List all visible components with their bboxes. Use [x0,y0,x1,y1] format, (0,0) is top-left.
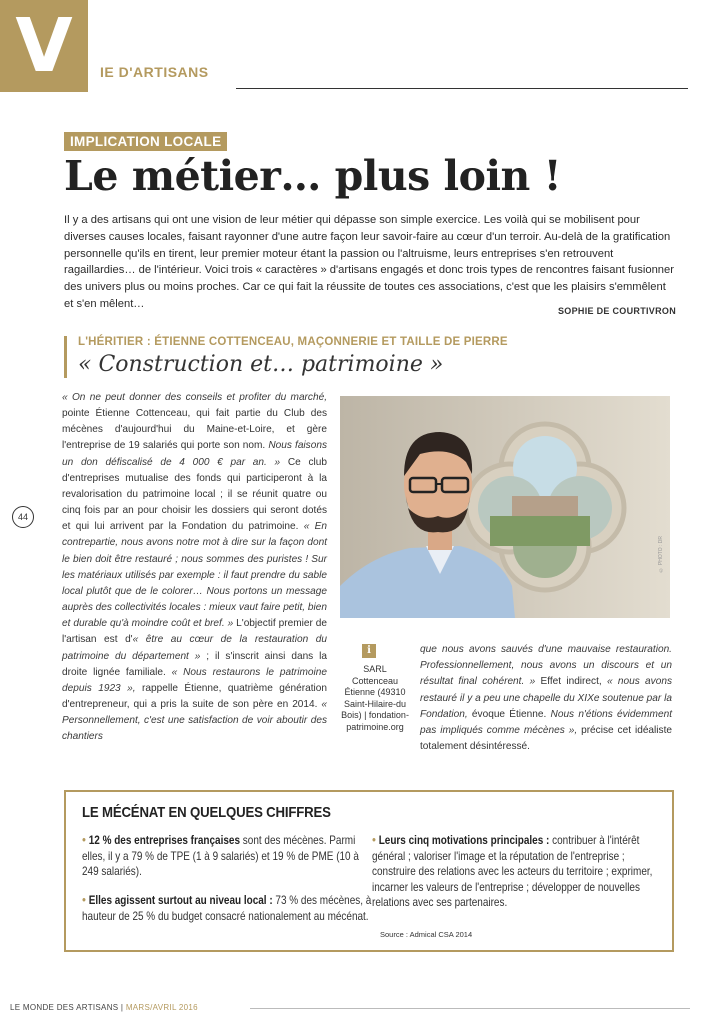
author-byline: SOPHIE DE COURTIVRON [557,306,676,316]
page-number: 44 [12,506,34,528]
portrait-illustration [340,396,670,618]
stat-highlight: Elles agissent surtout au niveau local : [88,894,273,907]
body-quote: « nous avons restauré il y a peu une chapelle du XIXe soutenue par la Fondation, [420,676,672,720]
subsection-kicker: L'HÉRITIER : ÉTIENNE COTTENCEAU, MAÇONNERIE ET TAILLE DE PIERRE [78,336,508,348]
magazine-name: LE MONDE DES ARTISANS | [10,1003,126,1012]
info-icon: i [362,644,376,658]
stat-text: 73 % des mécènes, à hauteur de 25 % du budget consacré nationalement au mécénat. [82,894,372,923]
portrait-photo [340,396,670,618]
article-body-column-2 [420,642,672,755]
section-initial: V [0,0,88,92]
bullet-icon: • [82,892,86,907]
stat-highlight: Leurs cinq motivations principales : [378,834,550,847]
body-quote: Nous faisons un don défiscalisé de 4 000 € par an. » [62,440,327,468]
article-headline: Le métier… plus loin ! [64,152,562,200]
body-quote: Nous n'étions évidemment pas impliqués comme mécènes », [420,708,672,737]
body-quote: « Personnellement, c'est une satisfaction de voir aboutir des chantiers [62,698,327,743]
body-text: L'objectif premier de l'artisan est d' [62,618,327,646]
company-info: SARL Cottenceau Étienne (49310 Saint-Hilaire-du Bois) | fondation-patrimoine.org [341,664,409,732]
subsection-bar [64,336,67,378]
stat-text: sont des mécènes. Parmi elles, il y a 79 % de TPE (1 à 9 salariés) et 19 % de PME (10 à 249 salariés). [82,834,359,878]
stat-item [82,892,374,924]
body-quote: que nous avons sauvés d'une mauvaise restauration. Professionnellement, nous avons un discours et un résultat final cohérent. » [420,644,672,688]
body-quote: « On ne peut donner des conseils et profiter du marché, [62,392,327,403]
body-text: Effet indirect, [535,676,602,688]
footer-rule [250,1008,690,1009]
stat-item [82,832,374,880]
issue-date: MARS/AVRIL 2016 [125,1003,198,1012]
article-kicker: IMPLICATION LOCALE [64,132,227,151]
section-title: IE D'ARTISANS [100,64,209,80]
body-text: ; il s'inscrit ainsi dans la droite lignée familiale. [62,650,327,678]
body-text: pointe Étienne Cottenceau, qui fait partie du Club des mécènes d'aujourd'hui du Maine-et-Loire, et gère l'entreprise de 19 salariés qui porte son nom. [62,408,327,452]
body-text: Ce club d'entreprises mutualise des fonds qui participeront à la revalorisation du patrimoine local ; il se réunit quatre ou cinq fois par an pour choisir les dossiers qui seront dotés et qui lui arrivent par la Fondation du patrimoine. [62,456,328,533]
photo-credit: © PHOTO : DR [658,536,664,573]
stat-text: contribuer à l'intérêt général ; valoriser l'image et la réputation de l'entreprise ; construire des relations avec les acteurs du territoire ; exprimer, incarner les valeurs de l'entreprise ; développer de nouvelles relations avec ses partenaires. [372,834,653,909]
stat-item [372,832,664,911]
header-rule [236,88,688,89]
stats-source: Source : Admical CSA 2014 [380,930,473,939]
page-footer [10,1003,198,1012]
bullet-icon: • [82,832,86,847]
body-quote: « En contrepartie, nous avons notre mot à dire sur la façon dont le bien doit être restauré ; nous sommes des puristes ! Sur les matériaux utilisés par exemple : il faut prendre du sable local plutôt que de le colorer… Nous portons un message auprès des collectivités locales : mieux vaut faire petit, bien et durable qu'à moindre coût et bref. » [62,521,327,630]
body-text: précise cet idéaliste totalement désintéressé. [420,725,672,753]
body-text: rappelle Étienne, quatrième génération d'entrepreneur, qui a pris la suite de son père en 2014. [62,682,327,710]
body-quote: « Nous restaurons le patrimoine depuis 1923 », [62,666,327,694]
stat-highlight: 12 % des entreprises françaises [88,834,241,847]
stats-box [64,790,674,952]
article-body-column-1 [62,390,327,745]
body-quote: « être au cœur de la restauration du patrimoine du département » [62,634,327,662]
body-text: évoque Étienne. [467,708,547,720]
stats-title: LE MÉCÉNAT EN QUELQUES CHIFFRES [82,804,331,821]
subsection-title: « Construction et… patrimoine » [78,352,444,377]
bullet-icon: • [372,832,376,847]
article-intro: Il y a des artisans qui ont une vision de leur métier qui dépasse son simple exercice. Les voilà qui se mobilisent pour diverses causes locales, faisant rayonner d'une autre façon leur savoir-faire au cœur d'un terroir. Au-delà de la gratification personnelle qu'ils en tirent, leur premier moteur étant la passion ou l'altruisme, leurs entreprises s'en retrouvent ragaillardies… de l'intérieur. Voici trois « caractères » d'artisans engagés et donc trois types de rencontres faisant fusionner des univers plus ou moins proches. Car ce qui fait la réussite de toutes ces associations, c'est que les plaisirs s'emmêlent et s'en mêlent… [64,214,674,310]
